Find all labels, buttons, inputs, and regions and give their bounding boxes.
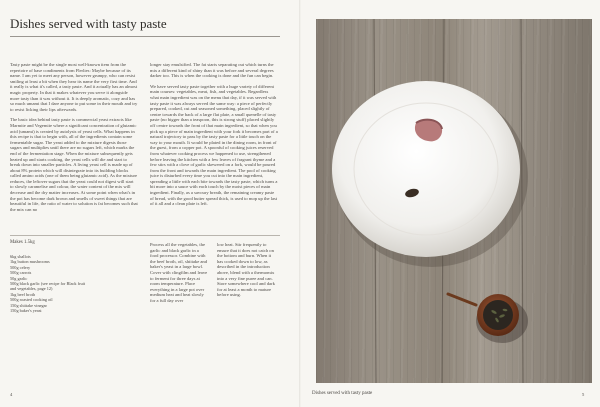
method-column-2: low heat. Stir frequently to ensure that it does not catch on the bottom and burn. When it has cooked down to low, as described in the introduction above, blend with a thermomix into a very fine puree and can. Store somewhere cool and dark for at least a month to mature before using. <box>217 242 275 298</box>
body-paragraph: Tasty paste might be the single most well-known item from the repertoire of base condiments from Flerlies: Maybe because of its name. I am yet to meet any person, however grumpy, who can resist smiling at least a bit when they hear its name the very first time. And it really is what it's called, a tasty paste. And it actually has an almost magic property. In that it makes whatever you serve it alongside more tasty than it was without it. It is deeply aromatic, cozy and has so much umami that I dare anyone to put some in their mouth and try to resist licking their lips afterwards. <box>10 62 138 112</box>
ingredient-item: 6kg shallots <box>10 254 31 259</box>
pot-contents <box>483 300 513 330</box>
recipe-yield: Makes 1.5kg <box>10 240 35 245</box>
page-number-left: 4 <box>10 392 13 397</box>
body-paragraph: We have served tasty paste together with a huge variety of different main courses: vegetables, meat, fish, and vegetables. Regardless what main ingredient was on the menu that day, if it was served with tasty paste it was always served the same way: a piece of perfectly prepared, cooked, cut and seasoned something, placed slightly of centre towards the back of a large flat plate, a small quenelle of tasty paste (no bigger than a teaspoon, this is strong stuff) placed slightly off centre towards the front of that main ingredient, so that when you pick up a piece of main ingredient with your fork it becomes part of a natural trajectory to pass by the tasty paste for a little touch on the way to your mouth. It would be plated in the dining room, in front of the guest, from a copper pot. A spoonful of cooking juices reserved from whatever cooking process we happened to use, strengthened before leaving the kitchen with a few leaves of fragrant thyme and a few stirs with a clove of garlic skewered on a fork, would be poured from the front and towards the main ingredient. The pool of cooking juice is disturbed every time you cut into the main ingredient, spreading a little with each bite towards the tasty paste, which turns a bit more into a sauce with each touch by the moist pieces of main ingredient. Finally, as a savoury breath, the remaining creamy paste of bread, with the good butter spread thick, is used to mop up the last of it all and a clean plate is left. <box>150 83 278 207</box>
running-footer-title: Dishes served with tasty paste <box>312 391 373 396</box>
pot-handle <box>448 294 476 305</box>
recipe-rule <box>10 235 280 236</box>
page-number-right: 5 <box>582 392 585 397</box>
dish-photo <box>316 19 592 383</box>
ingredient-item: 500g celery <box>10 264 31 270</box>
gutter <box>299 0 301 407</box>
title-rule <box>10 36 280 37</box>
ingredient-item: 50g garlic <box>10 275 28 281</box>
page-title: Dishes served with tasty paste <box>10 16 167 31</box>
ingredient-item: 1kg button mushrooms <box>10 259 50 265</box>
body-paragraph: The basic idea behind tasty paste is commercial yeast extracts like Marmite and Vegemite where a significant concentration of glutamic acid (umami) is created by autolysis of yeast cells. What happens in this recipe is that to begin with, all of the ingredients contain some fermentable sugar. The yeast added to the mixture digests those sugars and multiplies until there are no sugars left, which marks the end of the fermentation stage. When the mixture subsequently gets heated up and starts cooking, the yeast cells will die and start to break down into smaller particles. A living yeast cell is made up of about 8% protein which will disintegrate into its building blocks called amino acids (one of them being glutamic acid). As the mixture reduces, the leftover sugars that the yeast could not digest will start to slowly caramelise and colour, the water content of the mix will decrease and the dry matter increases. At some point when what's in the pot has become dark brown and smells of sweet things that are beautiful in life, the ratio of water to solution is fat becomes such that the mix can no <box>10 117 138 212</box>
ingredient-item: 500g black garlic (see recipe for Black fruit and vegetables, page 12) <box>10 281 86 292</box>
ingredient-item: 500g carrots <box>10 270 32 276</box>
plate <box>332 81 520 257</box>
ingredient-item: 500g roasted cooking oil <box>10 297 53 303</box>
body-paragraph: longer stay emulsified. The fat starts separating out which turns the mix a different kind of shiny than it was before and several degrees darker too. This is when the cooking is done and the fun can begin. <box>150 62 274 79</box>
ingredient-list <box>10 254 90 313</box>
ingredient-item: 150g baker's yeast <box>10 308 42 314</box>
ingredient-item: 150g shiitake vinegar <box>10 302 47 308</box>
dish-photo-illustration <box>316 19 592 383</box>
body-column-1 <box>10 62 138 282</box>
method-column-1: Process all the vegetables, the garlic and black garlic in a food processor. Combine with the beef broth, oil, shiitake and baker's yeast in a large bowl. Cover with clingfilm and leave to ferment for three days at room temperature. Place everything in a large pot over medium heat and heat slowly for a full day over <box>150 242 208 303</box>
ingredient-item: 1kg beef broth <box>10 291 36 297</box>
